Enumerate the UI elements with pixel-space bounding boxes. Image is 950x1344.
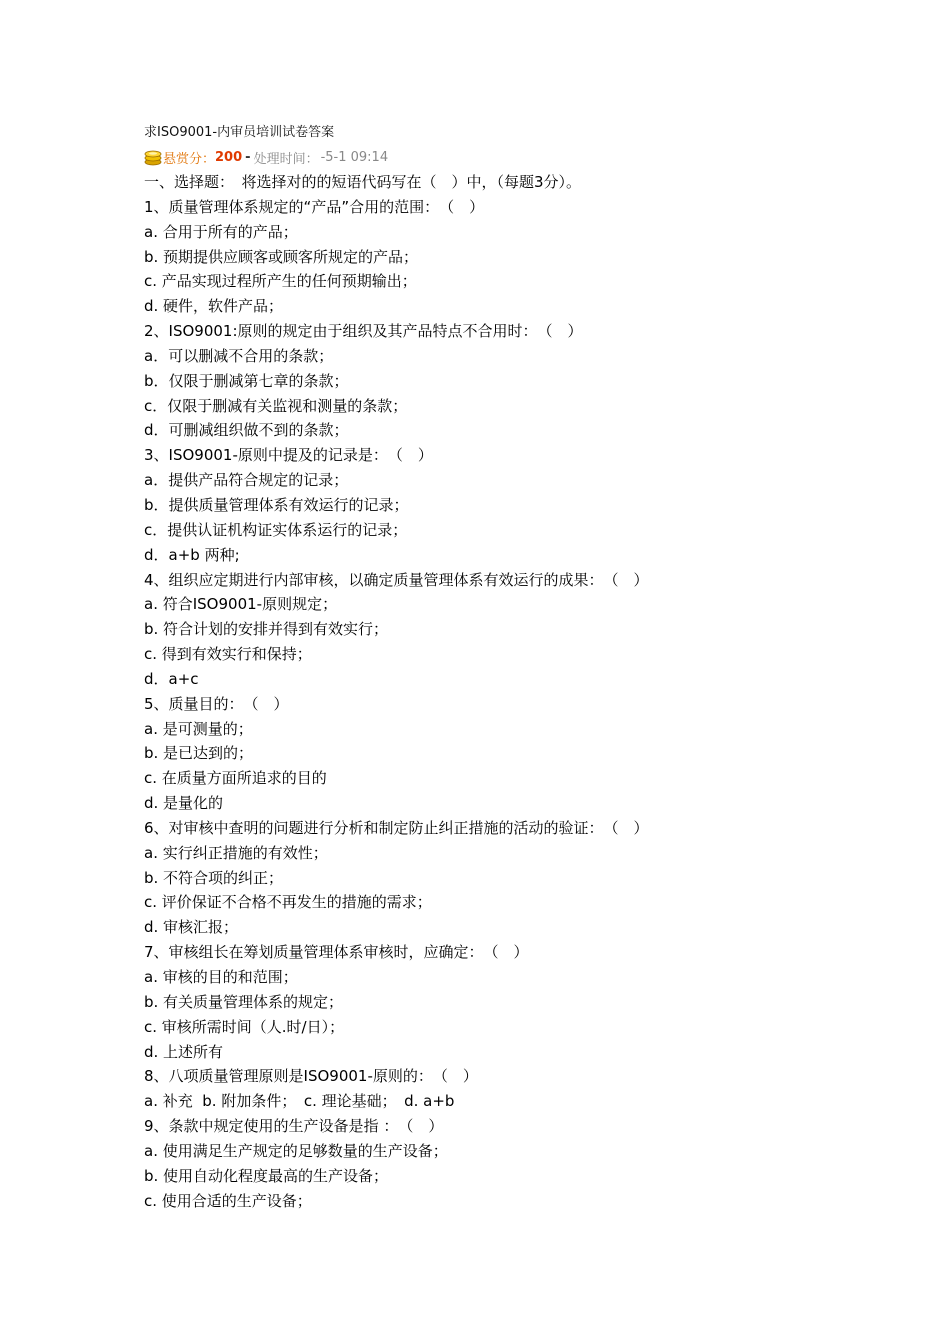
option-line: b. 预期提供应顾客或顾客所规定的产品； (144, 247, 419, 266)
time-value: -5-1 09:14 (320, 149, 389, 165)
bounty-label: 悬赏分： (163, 151, 216, 167)
option-line: c. 在质量方面所追求的目的 (144, 769, 327, 788)
option-line: c．提供认证机构证实体系运行的记录； (144, 520, 408, 539)
option-line: b. 有关质量管理体系的规定； (144, 992, 344, 1011)
question-7: 7、审核组长在筹划质量管理体系审核时，应确定： （ ） (144, 943, 529, 962)
option-line: c. 评价保证不合格不再发生的措施的需求； (144, 893, 432, 912)
question-6: 6、对审核中查明的问题进行分析和制定防止纠正措施的活动的验证： （ ） (144, 818, 649, 837)
option-line: c. 得到有效实行和保持； (144, 645, 312, 664)
option-line: b．提供质量管理体系有效运行的记录； (144, 495, 409, 514)
option-line: d．a+c (144, 669, 199, 688)
option-line: a．提供产品符合规定的记录； (144, 471, 349, 490)
option-line: c. 产品实现过程所产生的任何预期输出； (144, 272, 417, 291)
option-line: a. 使用满足生产规定的足够数量的生产设备； (144, 1141, 448, 1160)
option-line: a. 是可测量的； (144, 719, 253, 738)
option-line: c. 使用合适的生产设备； (144, 1191, 312, 1210)
page-title: 求ISO9001-内审员培训试卷答案 (144, 125, 335, 140)
question-2: 2、ISO9001:原则的规定由于组织及其产品特点不合用时： （ ） (144, 322, 583, 341)
bounty-value: 200 (215, 149, 243, 165)
question-5: 5、质量目的： （ ） (144, 694, 289, 713)
meta-separator: - (245, 149, 251, 165)
question-8: 8、八项质量管理原则是ISO9001-原则的： （ ） (144, 1067, 478, 1086)
question-3: 3、ISO9001-原则中提及的记录是： （ ） (144, 446, 433, 465)
option-line: a．可以删减不合用的条款； (144, 346, 334, 365)
option-line: a. 实行纠正措施的有效性； (144, 843, 328, 862)
option-line: a. 补充 b. 附加条件； c. 理论基础； d. a+b (144, 1092, 455, 1111)
question-1: 1、质量管理体系规定的“产品”合用的范围： （ ） (144, 197, 485, 216)
option-line: b. 是已达到的； (144, 744, 254, 763)
document-page (144, 124, 904, 1213)
question-9: 9、条款中规定使用的生产设备是指 ： （ ） (144, 1117, 444, 1136)
time-label: 处理时间： (253, 151, 319, 167)
question-4: 4、组织应定期进行内部审核，以确定质量管理体系有效运行的成果： （ ） (144, 570, 649, 589)
option-line: d. 硬件，软件产品； (144, 297, 284, 316)
option-line: a. 合用于所有的产品； (144, 222, 298, 241)
question-list (144, 170, 904, 1213)
option-line: d．a+b 两种; (144, 545, 240, 564)
option-line: d. 是量化的 (144, 794, 224, 813)
option-line: a. 审核的目的和范围； (144, 968, 298, 986)
option-line: b. 不符合项的纠正； (144, 868, 284, 887)
section-heading: 一、选择题： 将选择对的的短语代码写在（ ）中，（每题3分）。 (144, 173, 582, 191)
option-line: b. 符合计划的安排并得到有效实行； (144, 620, 389, 639)
option-line: a. 符合ISO9001-原则规定； (144, 595, 338, 614)
question-meta (144, 146, 904, 168)
option-line: b．仅限于删减第七章的条款； (144, 371, 349, 390)
option-line: d．可删减组织做不到的条款； (144, 421, 349, 440)
option-line: d. 审核汇报； (144, 918, 239, 937)
option-line: b. 使用自动化程度最高的生产设备； (144, 1166, 389, 1185)
option-line: c. 审核所需时间（人.时/日）； (144, 1017, 345, 1036)
option-line: d. 上述所有 (144, 1042, 224, 1061)
gold-coins-icon (144, 148, 162, 166)
option-line: c．仅限于删减有关监视和测量的条款； (144, 396, 408, 415)
